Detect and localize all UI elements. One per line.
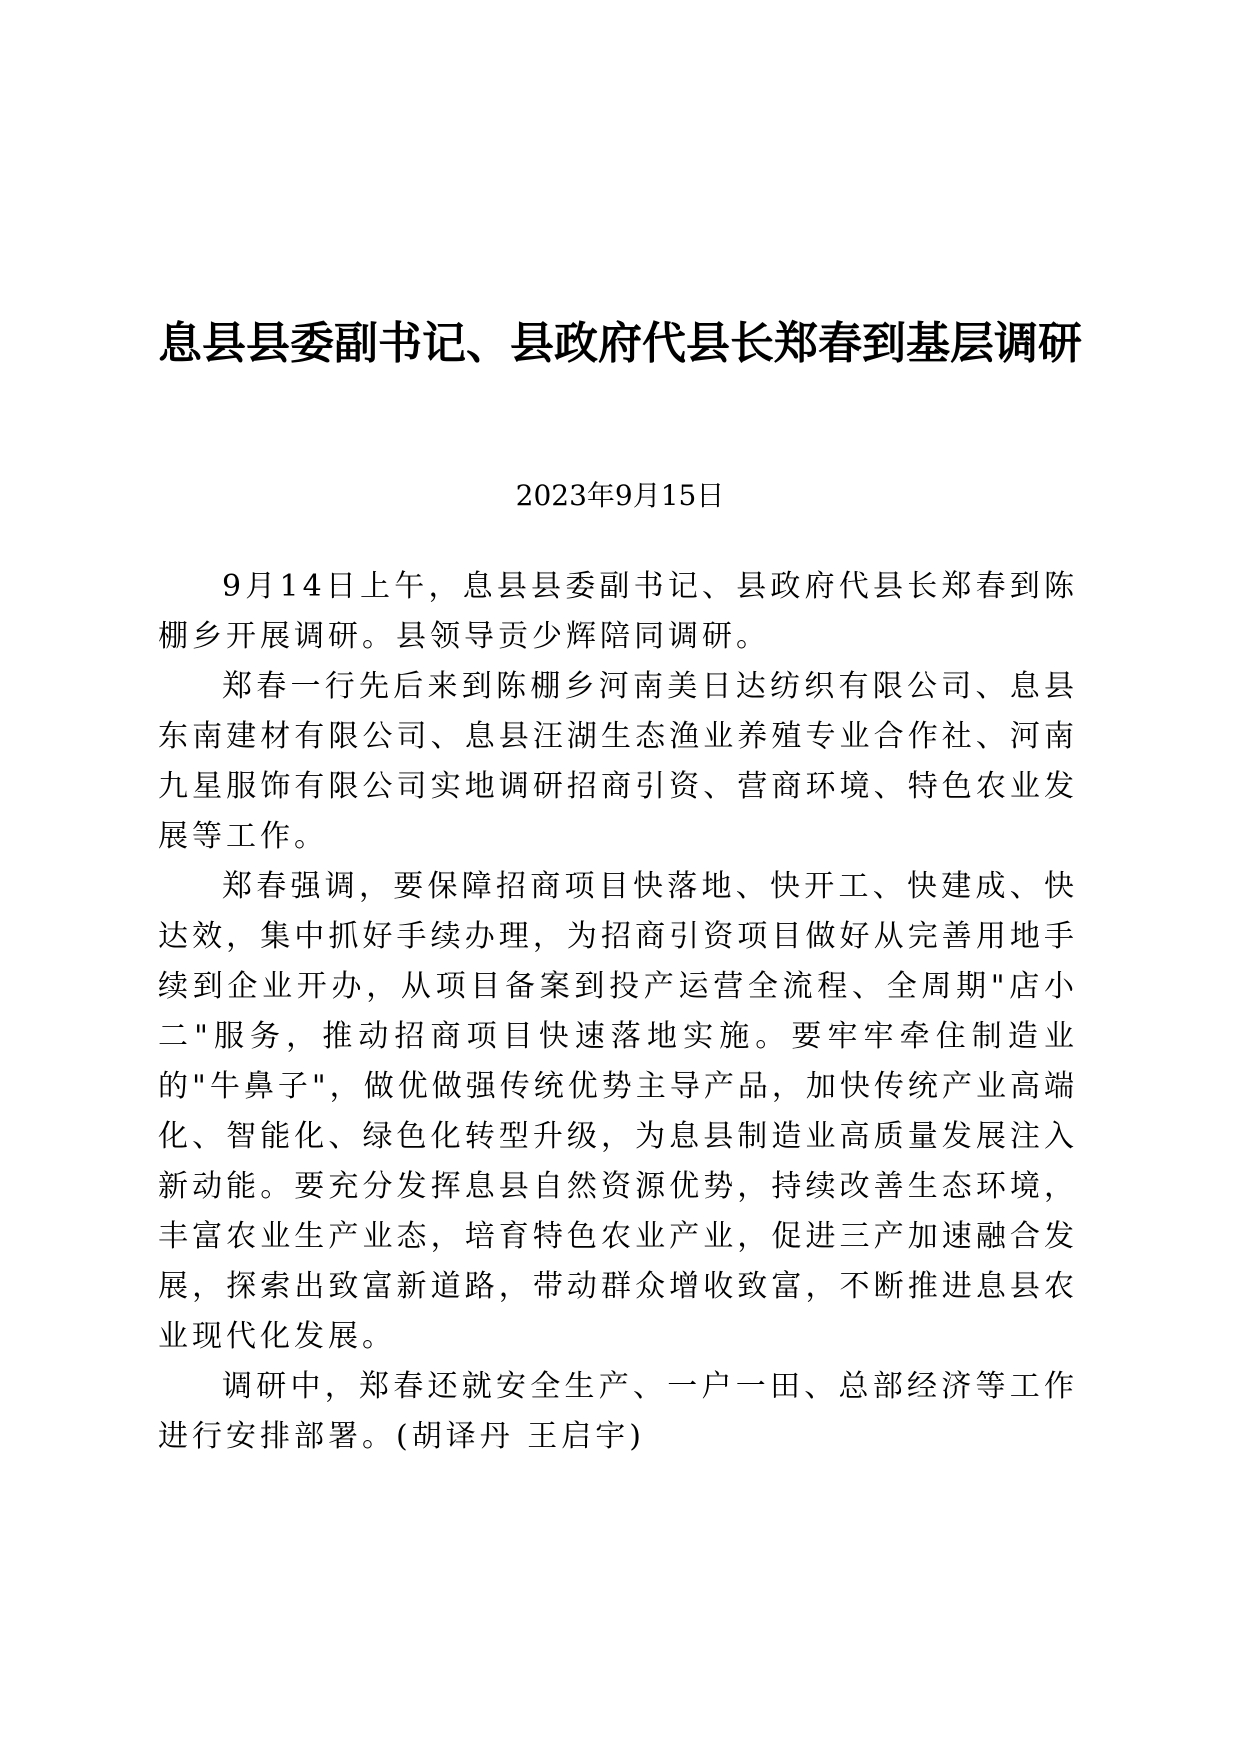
- paragraph: 9月14日上午，息县县委副书记、县政府代县长郑春到陈棚乡开展调研。县领导贡少辉陪同调研。: [158, 569, 1078, 654]
- document-title: 息县县委副书记、县政府代县长郑春到基层调研: [158, 318, 1082, 369]
- paragraph: 郑春强调，要保障招商项目快落地、快开工、快建成、快达效，集中抓好手续办理，为招商引资项目做好从完善用地手续到企业开办，从项目备案到投产运营全流程、全周期"店小二"服务，推动招商项目快速落地实施。要牢牢牵住制造业的"牛鼻子"，做优做强传统优势主导产品，加快传统产业高端化、智能化、绿色化转型升级，为息县制造业高质量发展注入新动能。要充分发挥息县自然资源优势，持续改善生态环境，丰富农业生产业态，培育特色农业产业，促进三产加速融合发展，探索出致富新道路，带动群众增收致富，不断推进息县农业现代化发展。: [158, 869, 1078, 1354]
- document-body: [158, 562, 1078, 1462]
- paragraph: 郑春一行先后来到陈棚乡河南美日达纺织有限公司、息县东南建材有限公司、息县汪湖生态渔业养殖专业合作社、河南九星服饰有限公司实地调研招商引资、营商环境、特色农业发展等工作。: [158, 669, 1078, 854]
- document-date: 2023年9月15日: [515, 479, 725, 512]
- paragraph: 调研中，郑春还就安全生产、一户一田、总部经济等工作进行安排部署。(胡译丹 王启宇): [158, 1369, 1078, 1454]
